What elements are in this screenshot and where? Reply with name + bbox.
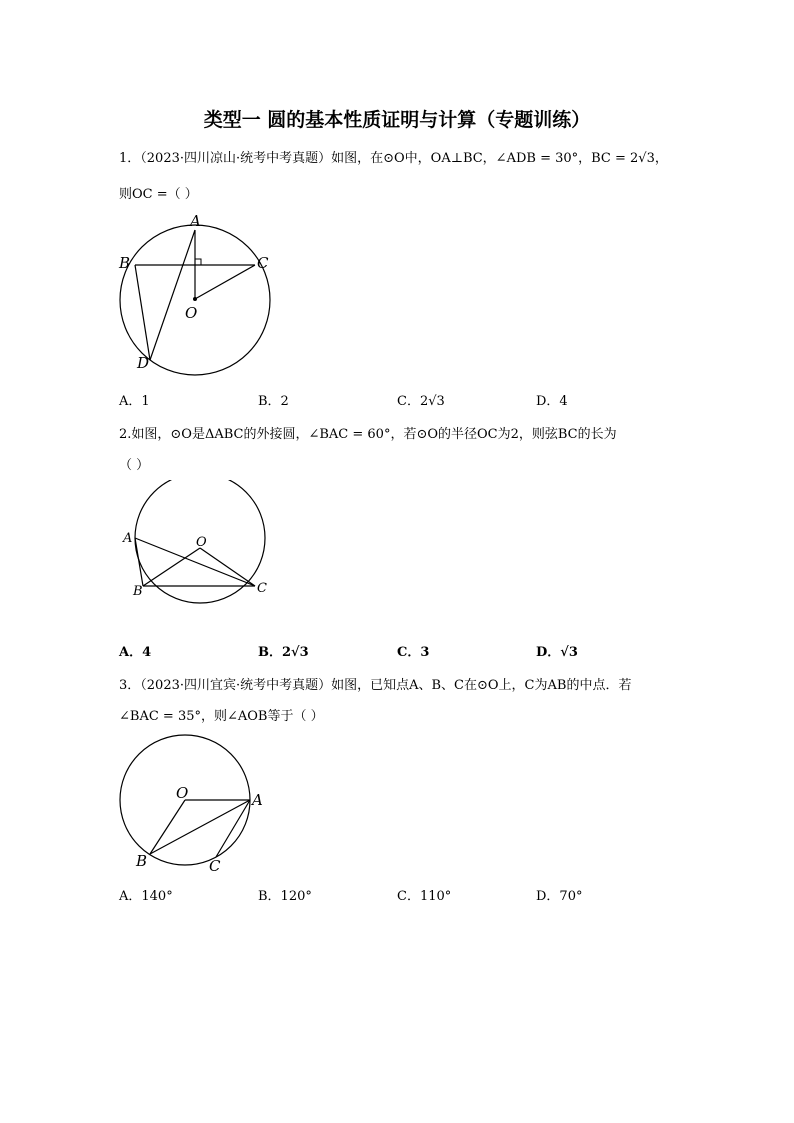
label-a: A bbox=[190, 212, 201, 230]
label-b: B bbox=[119, 254, 131, 272]
question-2-line-1: 2.如图，⊙O是ΔABC的外接圆，∠BAC = 60°，若⊙O的半径OC为2，则弦BC的长为 bbox=[119, 427, 617, 442]
label-o: O bbox=[185, 304, 198, 322]
label-a: A bbox=[123, 531, 133, 546]
question-1-line-2: 则OC =（ ） bbox=[119, 187, 198, 202]
label-c: C bbox=[257, 581, 267, 596]
question-3-option-a[interactable]: A．140° bbox=[119, 889, 173, 904]
question-1-option-a[interactable]: A．1 bbox=[119, 394, 150, 409]
question-2-figure bbox=[115, 480, 275, 610]
question-3-line-2: ∠BAC = 35°，则∠AOB等于（ ） bbox=[119, 709, 324, 724]
question-3-option-b[interactable]: B．120° bbox=[258, 889, 312, 904]
question-1-line-1: 1．（2023·四川凉山·统考中考真题）如图，在⊙O中，OA⊥BC，∠ADB = 30°，BC = 2√3， bbox=[119, 151, 668, 166]
segment-bd bbox=[135, 265, 150, 360]
label-c: C bbox=[209, 857, 221, 875]
segment-ab bbox=[135, 538, 143, 586]
page-title: 类型一 圆的基本性质证明与计算（专题训练） bbox=[203, 109, 591, 131]
question-1-option-d[interactable]: D．4 bbox=[536, 394, 568, 409]
segment-ob bbox=[150, 800, 185, 854]
question-2-option-d[interactable]: D．√3 bbox=[536, 645, 578, 660]
segment-ob bbox=[143, 548, 200, 586]
label-c: C bbox=[257, 254, 269, 272]
question-3-option-c[interactable]: C．110° bbox=[397, 889, 452, 904]
segment-oc bbox=[195, 265, 255, 299]
question-2-line-2: （ ） bbox=[119, 458, 150, 473]
label-d: D bbox=[137, 354, 150, 372]
question-2-option-b[interactable]: B．2√3 bbox=[258, 645, 309, 660]
question-3-figure bbox=[110, 732, 280, 882]
label-b: B bbox=[133, 584, 143, 599]
label-o: O bbox=[176, 784, 189, 802]
label-a: A bbox=[252, 791, 263, 809]
question-3-option-d[interactable]: D．70° bbox=[536, 889, 583, 904]
label-b: B bbox=[136, 852, 148, 870]
question-1-figure bbox=[110, 208, 290, 378]
question-1-option-b[interactable]: B．2 bbox=[258, 394, 289, 409]
segment-ab bbox=[150, 800, 250, 854]
segment-ad bbox=[150, 230, 198, 360]
question-3-line-1: 3．（2023·四川宜宾·统考中考真题）如图，已知点A、B、C在⊙O上，C为AB的中点．若 bbox=[119, 678, 632, 693]
label-o: O bbox=[196, 535, 207, 550]
question-2-option-c[interactable]: C．3 bbox=[397, 645, 430, 660]
question-2-option-a[interactable]: A．4 bbox=[119, 645, 152, 660]
right-angle-mark bbox=[195, 259, 201, 265]
center-point bbox=[193, 297, 197, 301]
question-1-option-c[interactable]: C．2√3 bbox=[397, 394, 445, 409]
